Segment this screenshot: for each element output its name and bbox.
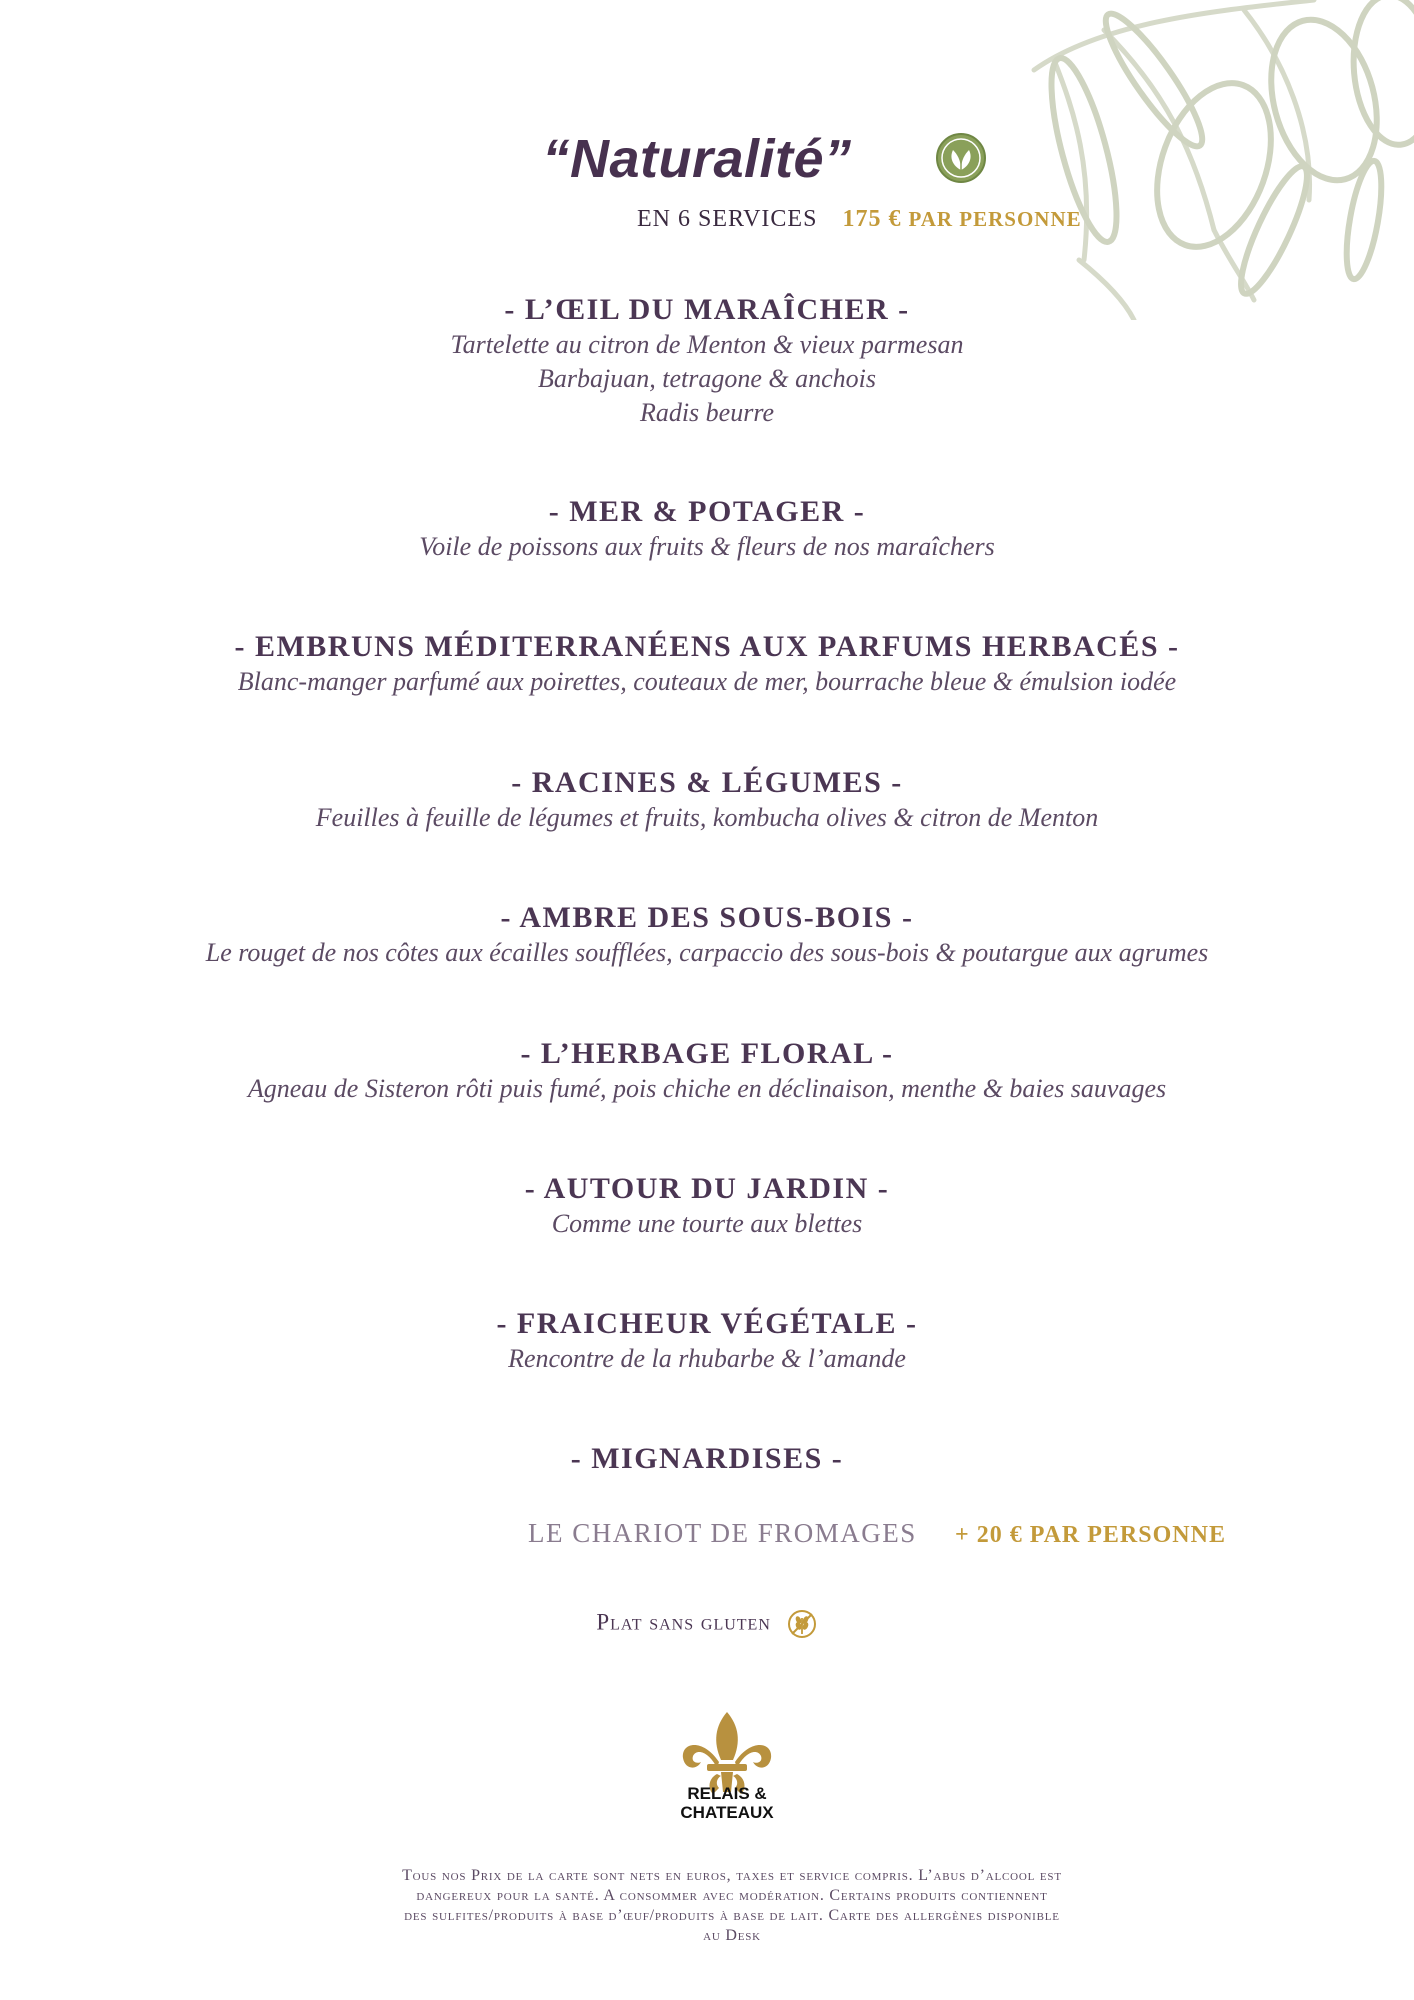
course-title: - L’ŒIL DU MARAÎCHER - [504, 293, 910, 326]
course-title: - EMBRUNS MÉDITERRANÉENS AUX PARFUMS HERBACÉS - [234, 630, 1180, 663]
footer-disclaimer [282, 1866, 1182, 1946]
menu-title: “Naturalité” [542, 129, 852, 189]
disclaimer-line: Tous nos Prix de la carte sont nets en euros, taxes et service compris. L’abus d’alcool est [402, 1867, 1062, 1884]
course-description: Blanc-manger parfumé aux poirettes, couteaux de mer, bourrache bleue & émulsion iodée [237, 667, 1177, 696]
gluten-free-icon [786, 1608, 818, 1640]
cheese-supplement [528, 1518, 1226, 1549]
course-2 [0, 494, 1414, 564]
course-6 [0, 1036, 1414, 1106]
course-title: - RACINES & LÉGUMES - [511, 766, 903, 799]
leaf-badge-icon [935, 132, 987, 184]
course-3 [0, 629, 1414, 699]
course-description: Radis beurre [639, 398, 775, 427]
course-description: Barbajuan, tetragone & anchois [538, 364, 876, 393]
course-description: Le rouget de nos côtes aux écailles soufflées, carpaccio des sous-bois & poutargue aux agrumes [205, 938, 1209, 967]
disclaimer-line: dangereux pour la santé. A consommer avec modération. Certains produits contiennent [416, 1887, 1048, 1904]
course-1 [0, 292, 1414, 430]
relais-chateaux-wordmark [0, 1784, 1414, 1822]
services-count: EN 6 SERVICES [637, 206, 818, 232]
course-description: Tartelette au citron de Menton & vieux parmesan [450, 330, 964, 359]
course-8 [0, 1306, 1414, 1376]
cheese-price-amount: + 20 € [955, 1522, 1023, 1548]
course-5 [0, 900, 1414, 970]
course-title: - FRAICHEUR VÉGÉTALE - [496, 1307, 918, 1340]
course-description: Voile de poissons aux fruits & fleurs de nos maraîchers [419, 532, 995, 561]
course-description: Rencontre de la rhubarbe & l’amande [508, 1344, 906, 1373]
logo-line-2: CHATEAUX [680, 1803, 774, 1822]
cheese-label: LE CHARIOT DE FROMAGES [528, 1518, 917, 1548]
menu-title-block [0, 128, 1414, 190]
gluten-free-label: Plat sans gluten [596, 1609, 771, 1635]
menu-price-amount: 175 € [842, 206, 902, 232]
gluten-free-note [0, 1608, 1414, 1640]
menu-price [842, 206, 1081, 232]
menu-price-suffix: PAR PERSONNE [908, 207, 1082, 231]
course-9 [0, 1441, 1414, 1477]
course-title: - L’HERBAGE FLORAL - [520, 1037, 894, 1070]
cheese-price-suffix: PAR PERSONNE [1029, 1522, 1226, 1548]
course-description: Agneau de Sisteron rôti puis fumé, pois chiche en déclinaison, menthe & baies sauvages [247, 1074, 1167, 1103]
course-title: - AMBRE DES SOUS-BOIS - [500, 901, 914, 934]
menu-subtitle [637, 206, 1082, 233]
course-description: Feuilles à feuille de légumes et fruits, kombucha olives & citron de Menton [315, 803, 1099, 832]
cheese-price [955, 1522, 1226, 1548]
logo-line-1: RELAIS & [687, 1784, 767, 1803]
course-title: - MIGNARDISES - [570, 1442, 844, 1475]
course-title: - MER & POTAGER - [548, 495, 866, 528]
disclaimer-line: des sulfites/produits à base d’œuf/produits à base de lait. Carte des allergènes disponible [404, 1907, 1060, 1924]
disclaimer-line: au Desk [703, 1927, 761, 1944]
course-description: Comme une tourte aux blettes [551, 1209, 863, 1238]
course-4 [0, 765, 1414, 835]
course-title: - AUTOUR DU JARDIN - [524, 1172, 890, 1205]
course-7 [0, 1171, 1414, 1241]
